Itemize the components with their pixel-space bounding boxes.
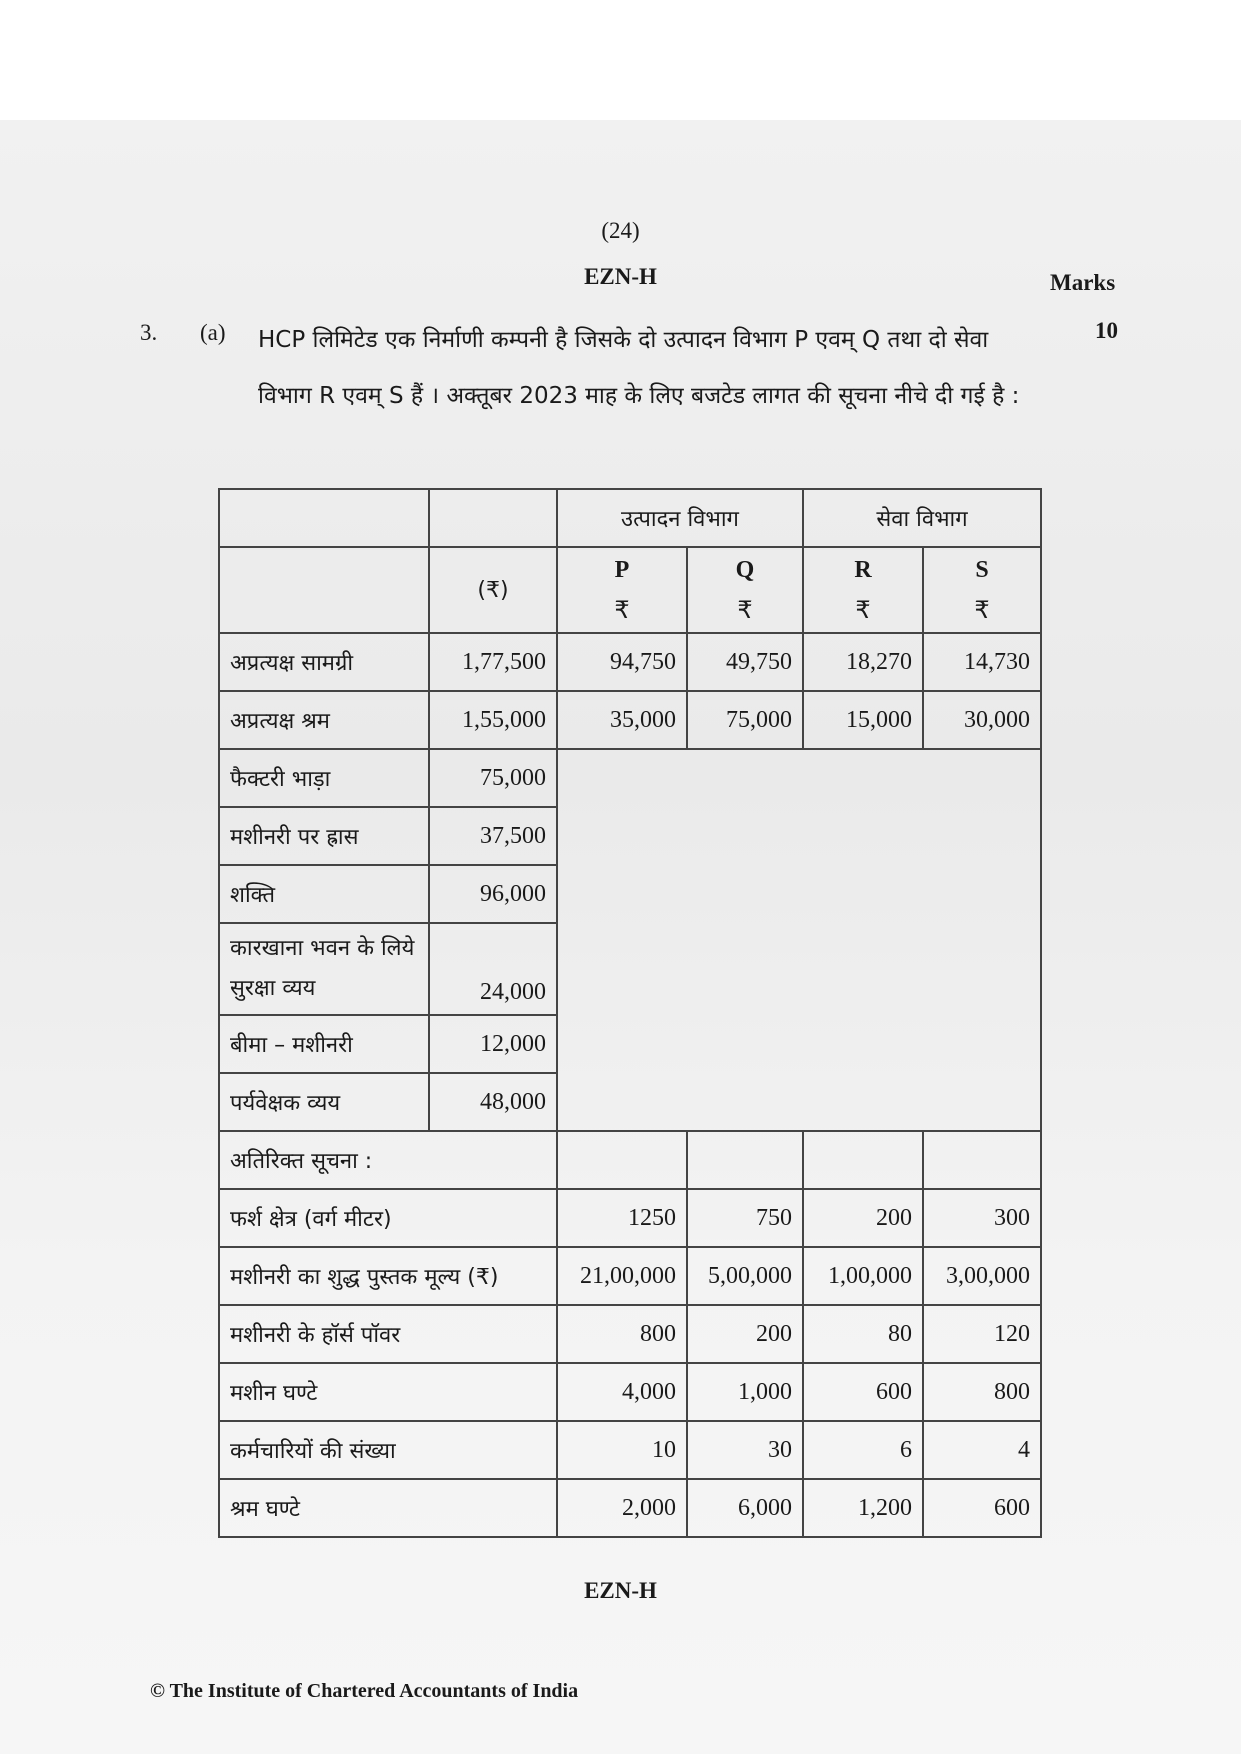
cell-s: 600 xyxy=(923,1479,1041,1537)
cell-q: 750 xyxy=(687,1189,803,1247)
service-department-header: सेवा विभाग xyxy=(803,489,1041,547)
cell-r: 15,000 xyxy=(803,691,923,749)
row-label: मशीनरी का शुद्ध पुस्तक मूल्य (₹) xyxy=(219,1247,557,1305)
question-marks: 10 xyxy=(1095,318,1118,343)
table-row xyxy=(219,1189,1041,1247)
blank-cell xyxy=(803,1131,923,1189)
row-total: 12,000 xyxy=(429,1015,557,1073)
table-row xyxy=(219,1305,1041,1363)
cell-p: 2,000 xyxy=(557,1479,687,1537)
cell-p: 35,000 xyxy=(557,691,687,749)
row-label: बीमा – मशीनरी xyxy=(219,1015,429,1073)
paper-code-footer: EZN-H xyxy=(584,1578,657,1603)
total-currency-header: (₹) xyxy=(429,547,557,633)
column-currency: ₹ xyxy=(855,596,871,624)
column-name: P xyxy=(614,557,630,583)
row-total: 1,77,500 xyxy=(429,633,557,691)
column-header-p xyxy=(557,547,687,633)
page-number: (24) xyxy=(601,218,640,243)
copyright-notice: © The Institute of Chartered Accountants of India xyxy=(150,1680,579,1702)
table-column-header-row xyxy=(219,547,1041,633)
row-label: मशीन घण्टे xyxy=(219,1363,557,1421)
cell-r: 200 xyxy=(803,1189,923,1247)
table-row xyxy=(219,1479,1041,1537)
table-header-blank xyxy=(219,489,429,547)
additional-info-label: अतिरिक्त सूचना : xyxy=(219,1131,557,1189)
row-total: 37,500 xyxy=(429,807,557,865)
cell-q: 1,000 xyxy=(687,1363,803,1421)
column-currency: ₹ xyxy=(737,596,753,624)
table-row xyxy=(219,1247,1041,1305)
cell-r: 1,200 xyxy=(803,1479,923,1537)
cell-s: 4 xyxy=(923,1421,1041,1479)
cell-q: 200 xyxy=(687,1305,803,1363)
row-total: 1,55,000 xyxy=(429,691,557,749)
marks-label: Marks xyxy=(1050,270,1116,295)
cell-q: 30 xyxy=(687,1421,803,1479)
cell-p: 800 xyxy=(557,1305,687,1363)
column-name: R xyxy=(854,557,872,583)
cell-p: 21,00,000 xyxy=(557,1247,687,1305)
table-row xyxy=(219,749,1041,807)
row-label: फर्श क्षेत्र (वर्ग मीटर) xyxy=(219,1189,557,1247)
cell-p: 1250 xyxy=(557,1189,687,1247)
cost-table xyxy=(218,488,1042,1538)
cell-p: 10 xyxy=(557,1421,687,1479)
cell-r: 6 xyxy=(803,1421,923,1479)
row-total: 48,000 xyxy=(429,1073,557,1131)
cell-p: 94,750 xyxy=(557,633,687,691)
empty-department-block xyxy=(557,749,1041,1131)
cell-r: 600 xyxy=(803,1363,923,1421)
table-header-blank xyxy=(219,547,429,633)
additional-info-header-row xyxy=(219,1131,1041,1189)
cell-s: 120 xyxy=(923,1305,1041,1363)
cell-s: 14,730 xyxy=(923,633,1041,691)
row-label: श्रम घण्टे xyxy=(219,1479,557,1537)
question-part: (a) xyxy=(200,320,226,345)
cell-s: 800 xyxy=(923,1363,1041,1421)
row-label: कारखाना भवन के लिये सुरक्षा व्यय xyxy=(219,923,429,1015)
cell-s: 300 xyxy=(923,1189,1041,1247)
row-label: अप्रत्यक्ष सामग्री xyxy=(219,633,429,691)
column-name: S xyxy=(975,557,989,583)
question-number: 3. xyxy=(140,320,158,345)
row-label: पर्यवेक्षक व्यय xyxy=(219,1073,429,1131)
row-label: कर्मचारियों की संख्या xyxy=(219,1421,557,1479)
blank-cell xyxy=(557,1131,687,1189)
column-header-s xyxy=(923,547,1041,633)
cell-r: 80 xyxy=(803,1305,923,1363)
paper-code-header: EZN-H xyxy=(584,264,657,289)
row-total: 75,000 xyxy=(429,749,557,807)
cell-s: 3,00,000 xyxy=(923,1247,1041,1305)
cell-q: 6,000 xyxy=(687,1479,803,1537)
table-row xyxy=(219,1363,1041,1421)
column-currency: ₹ xyxy=(974,596,990,624)
table-row xyxy=(219,691,1041,749)
row-total: 96,000 xyxy=(429,865,557,923)
cell-p: 4,000 xyxy=(557,1363,687,1421)
question-text: HCP लिमिटेड एक निर्माणी कम्पनी है जिसके दो उत्पादन विभाग P एवम् Q तथा दो सेवा विभाग R एवम् S हैं । अक्तूबर 2023 माह के लिए बजटेड लागत की सूचना नीचे दी गई है : xyxy=(258,327,1020,409)
row-total: 24,000 xyxy=(429,923,557,1015)
column-header-r xyxy=(803,547,923,633)
row-label: फैक्टरी भाड़ा xyxy=(219,749,429,807)
row-label: अप्रत्यक्ष श्रम xyxy=(219,691,429,749)
table-group-header-row xyxy=(219,489,1041,547)
table-row xyxy=(219,1421,1041,1479)
cell-r: 18,270 xyxy=(803,633,923,691)
row-label: शक्ति xyxy=(219,865,429,923)
cell-q: 75,000 xyxy=(687,691,803,749)
cell-q: 5,00,000 xyxy=(687,1247,803,1305)
table-row xyxy=(219,633,1041,691)
column-currency: ₹ xyxy=(614,596,630,624)
table-header-blank xyxy=(429,489,557,547)
cell-q: 49,750 xyxy=(687,633,803,691)
production-department-header: उत्पादन विभाग xyxy=(557,489,803,547)
cell-r: 1,00,000 xyxy=(803,1247,923,1305)
blank-cell xyxy=(687,1131,803,1189)
row-label: मशीनरी के हॉर्स पॉवर xyxy=(219,1305,557,1363)
cell-s: 30,000 xyxy=(923,691,1041,749)
blank-cell xyxy=(923,1131,1041,1189)
row-label: मशीनरी पर ह्रास xyxy=(219,807,429,865)
column-name: Q xyxy=(735,557,755,583)
column-header-q xyxy=(687,547,803,633)
